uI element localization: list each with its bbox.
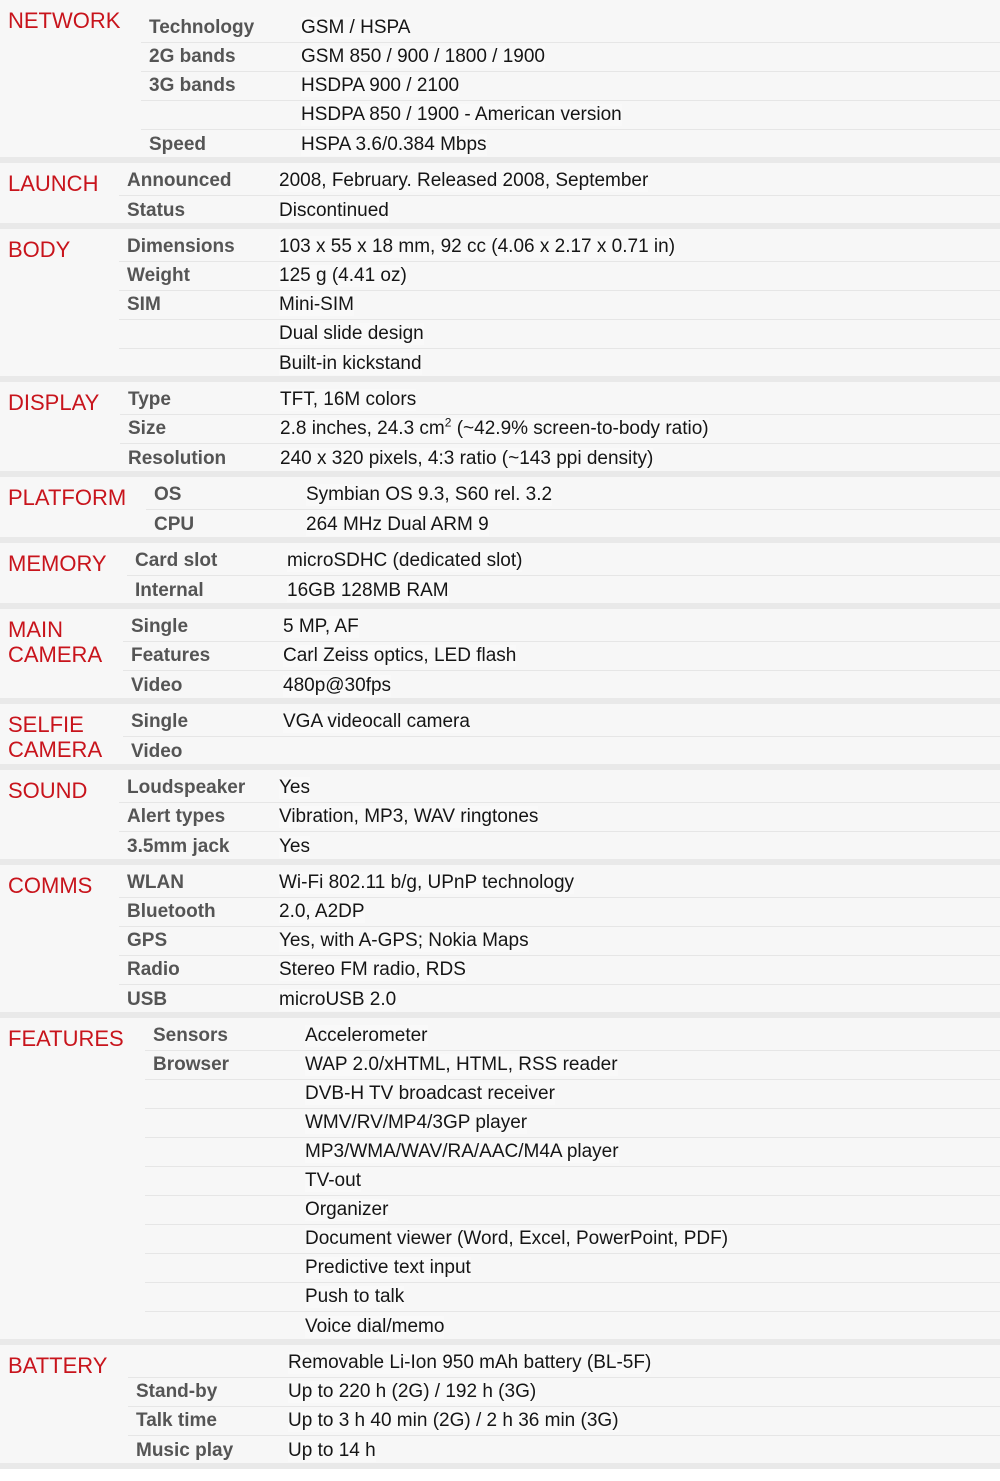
- spec-section: [0, 1345, 1000, 1469]
- spec-value: [288, 1410, 619, 1432]
- spec-value: [279, 777, 310, 799]
- section-category: NETWORK: [8, 8, 121, 33]
- spec-row: [141, 130, 1000, 159]
- spec-row: [119, 291, 1000, 320]
- spec-value-text: VGA videocall camera: [283, 711, 470, 732]
- spec-label: 2G bands: [149, 46, 236, 67]
- spec-row: [123, 613, 1000, 642]
- spec-section: [0, 229, 1000, 382]
- spec-section: [0, 163, 1000, 229]
- spec-value-text: 240 x 320 pixels, 4:3 ratio (~143 ppi density): [280, 447, 654, 469]
- spec-section: [0, 477, 1000, 543]
- spec-row: [120, 386, 1000, 415]
- spec-value-text: 2.0, A2DP: [279, 901, 365, 922]
- section-category: MAIN CAMERA: [8, 617, 103, 667]
- spec-rows: [119, 774, 1000, 861]
- spec-label: Loudspeaker: [127, 777, 246, 798]
- spec-label: Single: [131, 711, 189, 732]
- spec-label: Size: [128, 418, 167, 439]
- spec-label: Weight: [127, 265, 190, 286]
- spec-value-text: microSDHC (dedicated slot): [287, 550, 523, 571]
- spec-value-text: Up to 14 h: [288, 1439, 376, 1461]
- spec-rows: [123, 708, 1000, 766]
- spec-row: [127, 576, 1000, 605]
- spec-value: [279, 806, 538, 828]
- spec-row: [127, 547, 1000, 576]
- spec-row: [145, 1167, 1000, 1196]
- spec-value-text: TV-out: [305, 1170, 361, 1191]
- spec-row: [141, 72, 1000, 101]
- spec-value-text: Mini-SIM: [279, 294, 354, 315]
- spec-value-text: 125 g (4.41 oz): [279, 265, 407, 286]
- spec-value: [288, 1440, 376, 1462]
- spec-value-text: Stereo FM radio, RDS: [279, 959, 466, 980]
- section-category: BATTERY: [8, 1353, 108, 1378]
- spec-value-superscript: 2: [444, 415, 452, 430]
- spec-value: [305, 1257, 471, 1279]
- spec-value: [305, 1025, 428, 1047]
- spec-label: CPU: [154, 513, 195, 535]
- spec-row: [145, 1022, 1000, 1051]
- spec-section: [0, 770, 1000, 865]
- spec-value-text: HSDPA 850 / 1900 - American version: [301, 104, 622, 125]
- spec-value: [283, 711, 470, 733]
- spec-value-text: DVB-H TV broadcast receiver: [305, 1083, 555, 1104]
- spec-value: [301, 46, 545, 68]
- spec-value-text: WAP 2.0/xHTML, HTML, RSS reader: [305, 1054, 618, 1075]
- spec-value-text: Organizer: [305, 1199, 389, 1220]
- spec-label: Card slot: [135, 550, 218, 571]
- spec-rows: [123, 613, 1000, 700]
- spec-value-text: Push to talk: [305, 1286, 405, 1307]
- spec-value-text: Carl Zeiss optics, LED flash: [283, 645, 517, 666]
- section-category: DISPLAY: [8, 390, 100, 415]
- spec-rows: [146, 481, 1000, 539]
- section-category: LAUNCH: [8, 171, 99, 196]
- spec-rows: [145, 1022, 1000, 1341]
- spec-value-text: HSDPA 900 / 2100: [301, 75, 460, 96]
- spec-row: [119, 320, 1000, 349]
- section-category: PLATFORM: [8, 485, 127, 510]
- spec-row: [145, 1080, 1000, 1109]
- spec-value-text: Built-in kickstand: [279, 352, 422, 374]
- spec-label: Speed: [149, 133, 207, 155]
- spec-value-text: Vibration, MP3, WAV ringtones: [279, 806, 539, 827]
- spec-value-text: 2008, February. Released 2008, September: [279, 170, 649, 191]
- spec-row: [145, 1254, 1000, 1283]
- spec-row: [145, 1109, 1000, 1138]
- spec-label: Type: [128, 389, 171, 410]
- spec-row: [141, 43, 1000, 72]
- spec-label: Dimensions: [127, 236, 235, 257]
- spec-value: [305, 1199, 388, 1221]
- spec-row: [145, 1051, 1000, 1080]
- spec-value: [301, 134, 487, 156]
- spec-row: [123, 671, 1000, 700]
- section-category: COMMS: [8, 873, 93, 898]
- spec-row: [128, 1349, 1000, 1378]
- spec-value: [301, 75, 459, 97]
- spec-row: [123, 708, 1000, 737]
- spec-value-text: Document viewer (Word, Excel, PowerPoint, PDF): [305, 1228, 729, 1249]
- spec-section: [0, 0, 1000, 163]
- spec-value: [279, 200, 389, 222]
- spec-label: WLAN: [127, 872, 184, 893]
- spec-row: [119, 869, 1000, 898]
- spec-label: GPS: [127, 930, 168, 951]
- spec-value: [280, 389, 416, 411]
- spec-row: [119, 956, 1000, 985]
- section-category: MEMORY: [8, 551, 107, 576]
- spec-label: Single: [131, 616, 189, 637]
- spec-label: Radio: [127, 959, 180, 980]
- spec-value-text: microUSB 2.0: [279, 988, 397, 1010]
- spec-label: Status: [127, 199, 186, 221]
- spec-value: [305, 1170, 361, 1192]
- spec-row: [119, 774, 1000, 803]
- spec-value-text: GSM 850 / 900 / 1800 / 1900: [301, 46, 546, 67]
- spec-section: [0, 609, 1000, 704]
- spec-value-text: GSM / HSPA: [301, 17, 411, 38]
- spec-value-text: Up to 3 h 40 min (2G) / 2 h 36 min (3G): [288, 1410, 619, 1431]
- spec-label: Stand-by: [136, 1381, 218, 1402]
- spec-label: Video: [131, 674, 183, 696]
- spec-value-text: Discontinued: [279, 199, 389, 221]
- spec-value-text: Yes, with A-GPS; Nokia Maps: [279, 930, 529, 951]
- spec-label: Technology: [149, 17, 255, 38]
- spec-section: [0, 543, 1000, 609]
- spec-value-text: HSPA 3.6/0.384 Mbps: [301, 133, 487, 155]
- spec-value: [279, 872, 574, 894]
- spec-row: [146, 510, 1000, 539]
- spec-value: [283, 675, 391, 697]
- spec-value: [280, 415, 709, 440]
- spec-row: [119, 167, 1000, 196]
- spec-row: [119, 262, 1000, 291]
- spec-rows: [119, 233, 1000, 378]
- spec-value: [305, 1112, 527, 1134]
- spec-row: [119, 832, 1000, 861]
- spec-label: Talk time: [136, 1410, 217, 1431]
- spec-section: [0, 1018, 1000, 1345]
- spec-value: [283, 616, 359, 638]
- spec-row: [120, 444, 1000, 473]
- spec-value-text: 2.8 inches, 24.3 cm: [280, 418, 445, 439]
- spec-section: [0, 704, 1000, 770]
- spec-value: [301, 17, 410, 39]
- spec-value-text: 16GB 128MB RAM: [287, 579, 449, 601]
- spec-value-text: Voice dial/memo: [305, 1315, 445, 1337]
- spec-value: [279, 294, 354, 316]
- spec-row: [120, 415, 1000, 444]
- spec-label: Video: [131, 740, 183, 762]
- spec-row: [119, 927, 1000, 956]
- spec-rows: [128, 1349, 1000, 1465]
- spec-row: [119, 898, 1000, 927]
- spec-label: Sensors: [153, 1025, 228, 1046]
- spec-row: [141, 14, 1000, 43]
- spec-value: [279, 353, 422, 375]
- spec-row: [145, 1196, 1000, 1225]
- spec-value: [287, 550, 522, 572]
- spec-value: [305, 1316, 444, 1338]
- spec-label: OS: [154, 484, 182, 505]
- section-category: SOUND: [8, 778, 88, 803]
- spec-section: [0, 865, 1000, 1018]
- spec-value: [279, 236, 675, 258]
- spec-row: [123, 737, 1000, 766]
- spec-label: Resolution: [128, 447, 227, 469]
- spec-value: [301, 104, 622, 126]
- spec-row: [128, 1378, 1000, 1407]
- spec-rows: [119, 167, 1000, 225]
- spec-row: [145, 1283, 1000, 1312]
- section-category: BODY: [8, 237, 71, 262]
- spec-value: [287, 580, 449, 602]
- spec-rows: [141, 14, 1000, 159]
- spec-value-text: 264 MHz Dual ARM 9: [306, 513, 489, 535]
- spec-value-text-after: (~42.9% screen-to-body ratio): [451, 418, 709, 439]
- spec-value: [305, 1228, 728, 1250]
- spec-value-text: TFT, 16M colors: [280, 389, 417, 410]
- spec-row: [119, 349, 1000, 378]
- spec-label: Music play: [136, 1439, 234, 1461]
- spec-value: [305, 1286, 404, 1308]
- spec-row: [145, 1225, 1000, 1254]
- spec-value: [283, 645, 516, 667]
- spec-rows: [119, 869, 1000, 1014]
- spec-value: [280, 448, 653, 470]
- spec-value: [305, 1054, 618, 1076]
- spec-row: [145, 1138, 1000, 1167]
- spec-value: [279, 959, 466, 981]
- spec-value-text: Removable Li-Ion 950 mAh battery (BL-5F): [288, 1352, 652, 1373]
- spec-value: [306, 514, 489, 536]
- section-category: SELFIE CAMERA: [8, 712, 103, 762]
- spec-value-text: Predictive text input: [305, 1257, 471, 1278]
- spec-value-text: 480p@30fps: [283, 674, 392, 696]
- spec-label: Alert types: [127, 806, 226, 827]
- spec-value-text: Symbian OS 9.3, S60 rel. 3.2: [306, 484, 553, 505]
- spec-label: 3G bands: [149, 75, 236, 96]
- spec-label: Bluetooth: [127, 901, 216, 922]
- spec-value: [279, 170, 648, 192]
- spec-rows: [120, 386, 1000, 473]
- section-category: FEATURES: [8, 1026, 124, 1051]
- spec-value: [305, 1083, 555, 1105]
- spec-value: [288, 1381, 536, 1403]
- spec-value-text: Accelerometer: [305, 1025, 428, 1046]
- spec-label: Internal: [135, 579, 204, 601]
- spec-row: [146, 481, 1000, 510]
- spec-value-text: Dual slide design: [279, 323, 424, 344]
- spec-row: [123, 642, 1000, 671]
- spec-label: Announced: [127, 170, 232, 191]
- spec-row: [119, 196, 1000, 225]
- spec-value: [279, 836, 310, 858]
- spec-label: Features: [131, 645, 211, 666]
- spec-value-text: 5 MP, AF: [283, 616, 359, 637]
- spec-label: SIM: [127, 294, 161, 315]
- spec-value: [306, 484, 552, 506]
- spec-value: [305, 1141, 619, 1163]
- spec-row: [128, 1436, 1000, 1465]
- spec-value: [279, 930, 529, 952]
- spec-row: [119, 985, 1000, 1014]
- spec-label: Browser: [153, 1054, 230, 1075]
- spec-row: [119, 803, 1000, 832]
- spec-value: [279, 265, 407, 287]
- spec-value-text: WMV/RV/MP4/3GP player: [305, 1112, 528, 1133]
- spec-section: [0, 382, 1000, 477]
- spec-value-text: Up to 220 h (2G) / 192 h (3G): [288, 1381, 537, 1402]
- spec-value-text: Yes: [279, 835, 310, 857]
- spec-row: [128, 1407, 1000, 1436]
- spec-value-text: Wi-Fi 802.11 b/g, UPnP technology: [279, 872, 575, 893]
- spec-value: [279, 989, 396, 1011]
- spec-row: [119, 233, 1000, 262]
- spec-value: [288, 1352, 651, 1374]
- spec-rows: [127, 547, 1000, 605]
- spec-row: [145, 1312, 1000, 1341]
- spec-row: [141, 101, 1000, 130]
- spec-label: 3.5mm jack: [127, 835, 230, 857]
- spec-label: USB: [127, 988, 168, 1010]
- spec-value-text: 103 x 55 x 18 mm, 92 cc (4.06 x 2.17 x 0.71 in): [279, 236, 676, 257]
- spec-value: [279, 901, 365, 923]
- spec-value: [279, 323, 424, 345]
- spec-value-text: MP3/WMA/WAV/RA/AAC/M4A player: [305, 1141, 619, 1162]
- spec-value-text: Yes: [279, 777, 310, 798]
